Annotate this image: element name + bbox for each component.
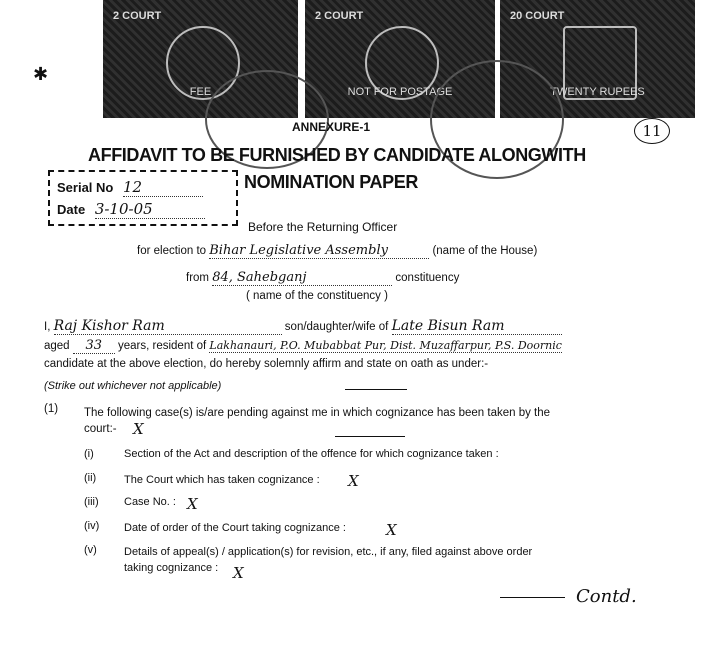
pen-stroke <box>500 597 565 598</box>
date-label: Date <box>57 202 86 217</box>
stamp-value: 2 COURT <box>113 10 162 22</box>
serial-label: Serial No <box>57 180 114 195</box>
nil-mark: X <box>348 472 359 490</box>
pen-stroke <box>335 436 405 437</box>
sub-item-2-number: (ii) <box>84 472 97 484</box>
sub-item-1-number: (i) <box>84 448 94 460</box>
sub-item-4-text: Date of order of the Court taking cognizance : <box>124 522 346 534</box>
aged-label: aged <box>44 340 70 352</box>
resident-label: years, resident of <box>118 340 207 352</box>
sub-item-3-number: (iii) <box>84 496 99 508</box>
sub-item-4-number: (iv) <box>84 520 100 532</box>
ink-mark-icon: ✱ <box>33 64 49 84</box>
constituency-name-label: ( name of the constituency ) <box>246 290 388 302</box>
house-label: (name of the House) <box>432 245 538 257</box>
before-returning-officer: Before the Returning Officer <box>248 220 398 234</box>
stamp-label: NOT FOR POSTAGE <box>347 86 453 98</box>
document-title-line2: NOMINATION PAPER <box>244 172 418 192</box>
sub-item-2-text: The Court which has taken cognizance : <box>124 474 320 486</box>
stamp-value: 20 COURT <box>510 10 565 22</box>
nil-mark: X <box>133 420 144 438</box>
document-title: AFFIDAVIT TO BE FURNISHED BY CANDIDATE ALONGWITH <box>88 145 586 165</box>
deponent-name: Raj Kishor Ram <box>54 318 282 335</box>
serial-value: 12 <box>123 178 203 197</box>
father-name: Late Bisun Ram <box>392 318 562 335</box>
item-1-number: (1) <box>44 403 59 415</box>
court-fee-stamps <box>95 0 703 118</box>
sub-item-5-text-cont: taking cognizance : <box>124 562 219 574</box>
sub-item-3-text: Case No. : <box>124 496 176 508</box>
sub-item-1-text: Section of the Act and description of the offence for which cognizance taken : <box>124 448 499 460</box>
election-line <box>137 243 537 259</box>
sub-item-5-text: Details of appeal(s) / application(s) for revision, etc., if any, filed against above order <box>124 546 533 558</box>
age-address-line <box>44 338 699 354</box>
strike-note: (Strike out whichever not applicable) <box>44 380 222 392</box>
from-label: from <box>186 272 209 284</box>
stamp-label: FEE <box>189 86 212 98</box>
age-value: 33 <box>73 338 115 354</box>
from-line <box>186 270 459 286</box>
nil-mark: X <box>233 564 244 582</box>
i-label: I, <box>44 321 51 333</box>
election-value: Bihar Legislative Assembly <box>209 243 429 259</box>
affirmation-text: candidate at the above election, do hereby solemnly affirm and state on oath as under:- <box>44 358 489 370</box>
item-1-text: The following case(s) is/are pending against me in which cognizance has been taken by the <box>84 407 551 419</box>
date-value: 3-10-05 <box>95 200 205 219</box>
deponent-line <box>44 318 562 335</box>
stamp-value: 2 COURT <box>315 10 364 22</box>
constituency-label: constituency <box>395 272 460 284</box>
nil-mark: X <box>187 495 198 513</box>
annexure-label: ANNEXURE-1 <box>292 120 371 134</box>
relation-label: son/daughter/wife of <box>284 321 389 333</box>
address-value: Lakhanauri, P.O. Mubabbat Pur, Dist. Muzaffarpur, P.S. Doornic <box>209 339 562 352</box>
election-label: for election to <box>137 245 207 257</box>
nil-mark: X <box>386 521 397 539</box>
continued-note: Contd. <box>576 586 637 607</box>
pen-stroke <box>345 389 407 390</box>
from-value: 84, Sahebganj <box>212 270 392 286</box>
serial-date-box <box>48 170 238 226</box>
stamp-label: TWENTY RUPEES <box>550 86 645 98</box>
item-1-text-cont: court:- <box>84 423 117 435</box>
sub-item-5-number: (v) <box>84 544 97 556</box>
page-number-circle: 11 <box>634 118 670 144</box>
